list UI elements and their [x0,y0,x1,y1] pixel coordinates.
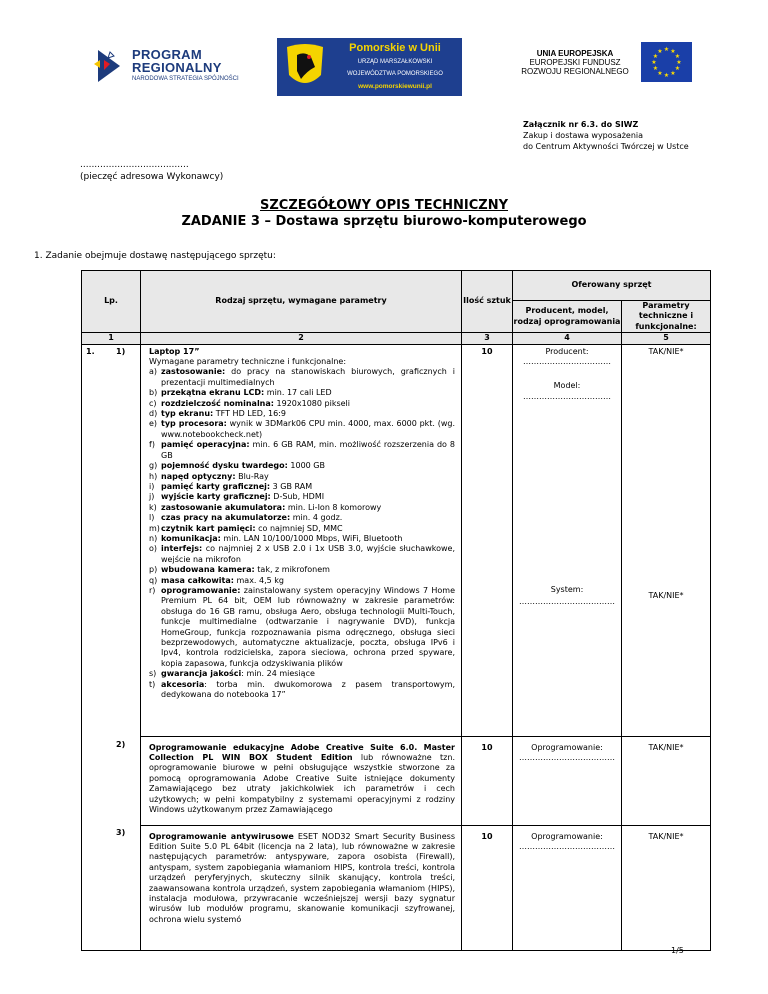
stamp-block [80,159,223,183]
param-name: komunikacja: [161,533,221,543]
header-lp: Lp. [82,271,141,333]
param-name: zastosowanie: [161,367,226,377]
param-name: typ procesora: [161,419,227,429]
laptop-offer [513,344,622,736]
adobe-dots: ……………………………… [519,753,615,763]
param-value: Blu-Ray [235,471,269,481]
model-label: Model: [553,381,581,391]
param-item [149,565,455,575]
param-item [149,482,455,492]
title-line2: ZADANIE 3 – Dostawa sprzętu biurowo-komputerowego [181,214,587,229]
tak-nie-4: TAK/NIE* [648,831,684,841]
antivirus-offer [513,825,622,950]
system-dots: ……………………………… [519,596,615,606]
adobe-text: lub równoważne tzn. oprogramowanie biurowe w pełni obsługujące wszystkie stworzone za pomocą oprogramowania Adobe Creative Suite istniejące dokumenty Zamawiającego bez utraty jakichkolwiek ich parametrów i cech użytkowych; w pełni kompatybilny z systemami operacyjnymi z rodziny Windows użytkowanym przez Zamawiającego [149,753,455,815]
producent-label: Producent: [545,346,589,356]
param-key: m) [149,523,160,533]
pomorskie-w-unii-logo [277,38,462,96]
param-item [149,461,455,471]
header-parametry: Parametry techniczne i funkcjonalne: [622,301,711,333]
antivirus-qty: 10 [462,825,513,950]
param-key: o) [149,544,158,554]
param-name: typ ekranu: [161,409,214,419]
param-key: h) [149,471,158,481]
param-key: r) [149,585,156,595]
param-key: l) [149,513,155,523]
griffin-crest-icon [281,41,329,93]
param-name: czas pracy na akumulatorze: [161,513,291,523]
producent-dots: …………………………… [523,357,611,367]
param-key: t) [149,679,156,689]
param-item [149,472,455,482]
adobe-name: Oprogramowanie edukacyjne Adobe Creative Suite 6.0. Master Collection PL WIN BOX Student Edition [149,742,455,763]
param-name: pamięć operacyjna: [161,440,250,450]
param-item [149,680,455,701]
stamp-dots: ...................................... [80,160,189,170]
adobe-qty: 10 [462,736,513,825]
urzad-line: URZĄD MARSZAŁKOWSKI [357,59,433,65]
param-item [149,524,455,534]
pomorskie-title: Pomorskie w Unii [349,42,441,54]
svg-text:★: ★ [670,70,676,77]
tak-nie-1: TAK/NIE* [648,346,684,356]
title-line1: SZCZEGÓŁOWY OPIS TECHNICZNY [259,198,509,213]
param-value: do pracy na stanowiskach biurowych, graficznych i prezentacji multimedialnych [161,367,455,387]
header-ilosc: Ilość sztuk [462,271,513,333]
annex-block [523,119,689,152]
param-name: przekątna ekranu LCD: [161,388,265,398]
param-name: wbudowana kamera: [161,565,255,575]
col-number-2: 2 [141,333,462,344]
eu-text-block [510,49,640,76]
laptop-params-list [149,367,455,700]
laptop-name: Laptop 17” [149,346,200,356]
param-key: b) [149,388,158,398]
table-row [82,344,711,736]
param-value: min. 4 godz. [290,513,343,523]
col-number-5: 5 [622,333,711,344]
param-value: co najmniej 2 x USB 2.0 i 1x USB 3.0, wyjście słuchawkowe, wejście na mikrofon [161,544,455,564]
col-number-1: 1 [82,333,141,344]
param-value: 1000 GB [287,461,325,471]
param-item [149,503,455,513]
lp-sub-2: 2) [116,739,126,749]
param-value: D-Sub, HDMI [270,492,325,502]
document-title [0,198,768,230]
table-row [82,825,711,950]
eu-line3: ROZWOJU REGIONALNEGO [521,67,629,76]
svg-text:★: ★ [676,59,682,66]
star-icon [90,46,130,86]
svg-text:★: ★ [674,53,681,60]
param-key: a) [149,367,158,377]
param-name: akcesoria [161,679,205,689]
param-value: 3 GB RAM [270,481,313,491]
param-name: napęd optyczny: [161,471,236,481]
adobe-description [141,736,462,825]
page-number: 1/5 [671,946,684,955]
param-key: f) [149,440,155,450]
program-line: PROGRAM [132,47,202,62]
svg-text:★: ★ [674,65,681,72]
param-name: rozdzielczość nominalna: [161,398,274,408]
param-item [149,409,455,419]
svg-text:★: ★ [657,48,663,55]
laptop-qty: 10 [462,344,513,736]
param-value: max. 4,5 kg [233,575,284,585]
param-item [149,399,455,409]
param-value: min. LAN 10/100/1000 Mbps, WiFi, Bluetooth [220,533,403,543]
antivirus-text: ESET NOD32 Smart Security Business Edition Suite 5.0 PL 64bit (licencja na 2 lata), lub równoważne w zakresie następujących parametrów: antyspyware, zapora osobista (Firewall), antyspam, system zapobiegania włamaniom HIPS, kontrola treści, kontrola urządzeń peryferyjnych, skuteczny silnik skanujący, kontrola treści, zaawansowana kontrola urządzeń, system zapobiegania włamaniom (HIPS), instalacja modułowa, przywracanie wcześniejszej wersji bazy sygnatur wirusów lub modułów programu, skanowanie komunikacji szyfrowanej, ochrona wielu systemó [149,831,455,924]
param-name: oprogramowanie: [161,585,241,595]
param-name: wyjście karty graficznej: [161,492,271,502]
param-item [149,544,455,565]
param-item [149,419,455,440]
svg-text:★: ★ [652,65,659,72]
lp-sub-1: 1) [116,346,126,356]
param-name: gwarancja jakości [161,669,242,679]
param-value: min. Li-Ion 8 komorowy [285,502,382,512]
param-value: : torba min. dwukomorowa z pasem transportowym, dedykowana do notebooka 17” [161,679,455,700]
system-label: System: [550,584,584,594]
param-item [149,576,455,586]
col-number-3: 3 [462,333,513,344]
svg-text:★: ★ [651,59,657,66]
lp-cell [82,344,141,950]
param-key: q) [149,575,158,585]
adobe-tak [622,736,711,825]
param-item [149,534,455,544]
wojewodztwo-line: WOJEWÓDZTWA POMORSKIEGO [347,71,443,77]
annex-subject: Zakup i dostawa wyposażenia [523,131,644,140]
param-item [149,513,455,523]
param-key: n) [149,533,158,543]
laptop-req-heading: Wymagane parametry techniczne i funkcjonalne: [149,357,347,367]
svg-text:★: ★ [657,70,663,77]
header-producent: Producent, model, rodzaj oprogramowania [513,301,622,333]
antivirus-dots: ……………………………… [519,842,615,852]
param-value: wynik w 3DMark06 CPU min. 4000, max. 6000 pkt. (wg. www.notebookcheck.net) [161,419,456,439]
param-value: TFT HD LED, 16:9 [213,409,286,419]
lp-sub-3: 3) [116,827,126,837]
header-rodzaj: Rodzaj sprzętu, wymagane parametry [141,271,462,333]
eu-line2: EUROPEJSKI FUNDUSZ [529,58,621,67]
program-regionalny-logo [90,44,240,90]
param-value: tak, z mikrofonem [254,565,330,575]
model-dots: …………………………… [523,391,611,401]
adobe-software-label: Oprogramowanie: [531,742,603,752]
laptop-description [141,344,462,736]
param-item [149,440,455,461]
antivirus-name: Oprogramowanie antywirusowe [149,831,294,841]
param-key: s) [149,669,157,679]
antivirus-description [141,825,462,950]
regionalny-line: REGIONALNY [132,60,222,75]
header-oferowany: Oferowany sprzęt [513,271,711,301]
lp-number: 1. [86,346,95,356]
param-key: j) [149,492,155,502]
equipment-table [81,270,711,951]
svg-text:★: ★ [652,53,659,60]
param-item [149,669,455,679]
strategia-line: NARODOWA STRATEGIA SPÓJNOŚCI [132,76,239,82]
eu-line1: UNIA EUROPEJSKA [536,49,614,58]
param-name: masa całkowita: [161,575,234,585]
stamp-caption: (pieczęć adresowa Wykonawcy) [80,172,224,182]
antivirus-software-label: Oprogramowanie: [531,831,603,841]
tak-nie-2: TAK/NIE* [648,590,684,600]
param-name: czytnik kart pamięci: [161,523,256,533]
svg-text:★: ★ [670,48,676,55]
pomorskie-url: www.pomorskiewunii.pl [358,83,432,90]
param-name: pojemność dysku twardego: [161,461,288,471]
param-key: e) [149,419,158,429]
svg-text:★: ★ [663,46,670,53]
param-value: min. 6 GB RAM, min. możliwość rozszerzenia do 8 GB [161,440,456,460]
col-number-4: 4 [513,333,622,344]
eu-flag-icon [641,42,692,82]
param-value: zainstalowany system operacyjny Windows 7 Home Premium PL 64 bit, OEM lub równoważny w zakresie parametrów: obsługa do 16 GB ramu, obsługa Aero, obsługa technologii Multi-Touch, funkcje multimedialne (odtwarzanie i nagrywanie DVD), funkcja HomeGroup, funkcja rozpoznawania pisma odręcznego, obsługa sieci bezprzewodowych, automatyczne aktualizacje, poczta, obsługa IPv6 i Ipv4, kontrola rodzicielska, zapora sieciowa, ochrona przed spyware, kopia zapasowa, funkcja odzyskiwania plików [161,585,455,668]
param-key: k) [149,502,157,512]
svg-text:★: ★ [663,72,670,79]
param-key: i) [149,481,155,491]
param-value: co najmniej SD, MMC [255,523,343,533]
antivirus-tak [622,825,711,950]
param-item [149,388,455,398]
param-key: d) [149,409,158,419]
param-item [149,367,455,388]
intro-text: 1. Zadanie obejmuje dostawę następującego sprzętu: [34,251,276,261]
param-name: pamięć karty graficznej: [161,481,271,491]
param-value: : min. 24 miesiące [241,669,315,679]
param-value: min. 17 cali LED [264,388,332,398]
param-name: zastosowanie akumulatora: [161,502,286,512]
param-key: p) [149,565,158,575]
param-item [149,492,455,502]
param-item [149,586,455,669]
table-row [82,736,711,825]
param-key: c) [149,398,157,408]
laptop-tak [622,344,711,736]
annex-number: Załącznik nr 6.3. do SIWZ [523,120,639,129]
annex-location: do Centrum Aktywności Twórczej w Ustce [523,142,689,151]
param-value: 1920x1080 pikseli [273,398,350,408]
param-name: interfejs: [161,544,203,554]
tak-nie-3: TAK/NIE* [648,742,684,752]
param-key: g) [149,461,158,471]
adobe-offer [513,736,622,825]
